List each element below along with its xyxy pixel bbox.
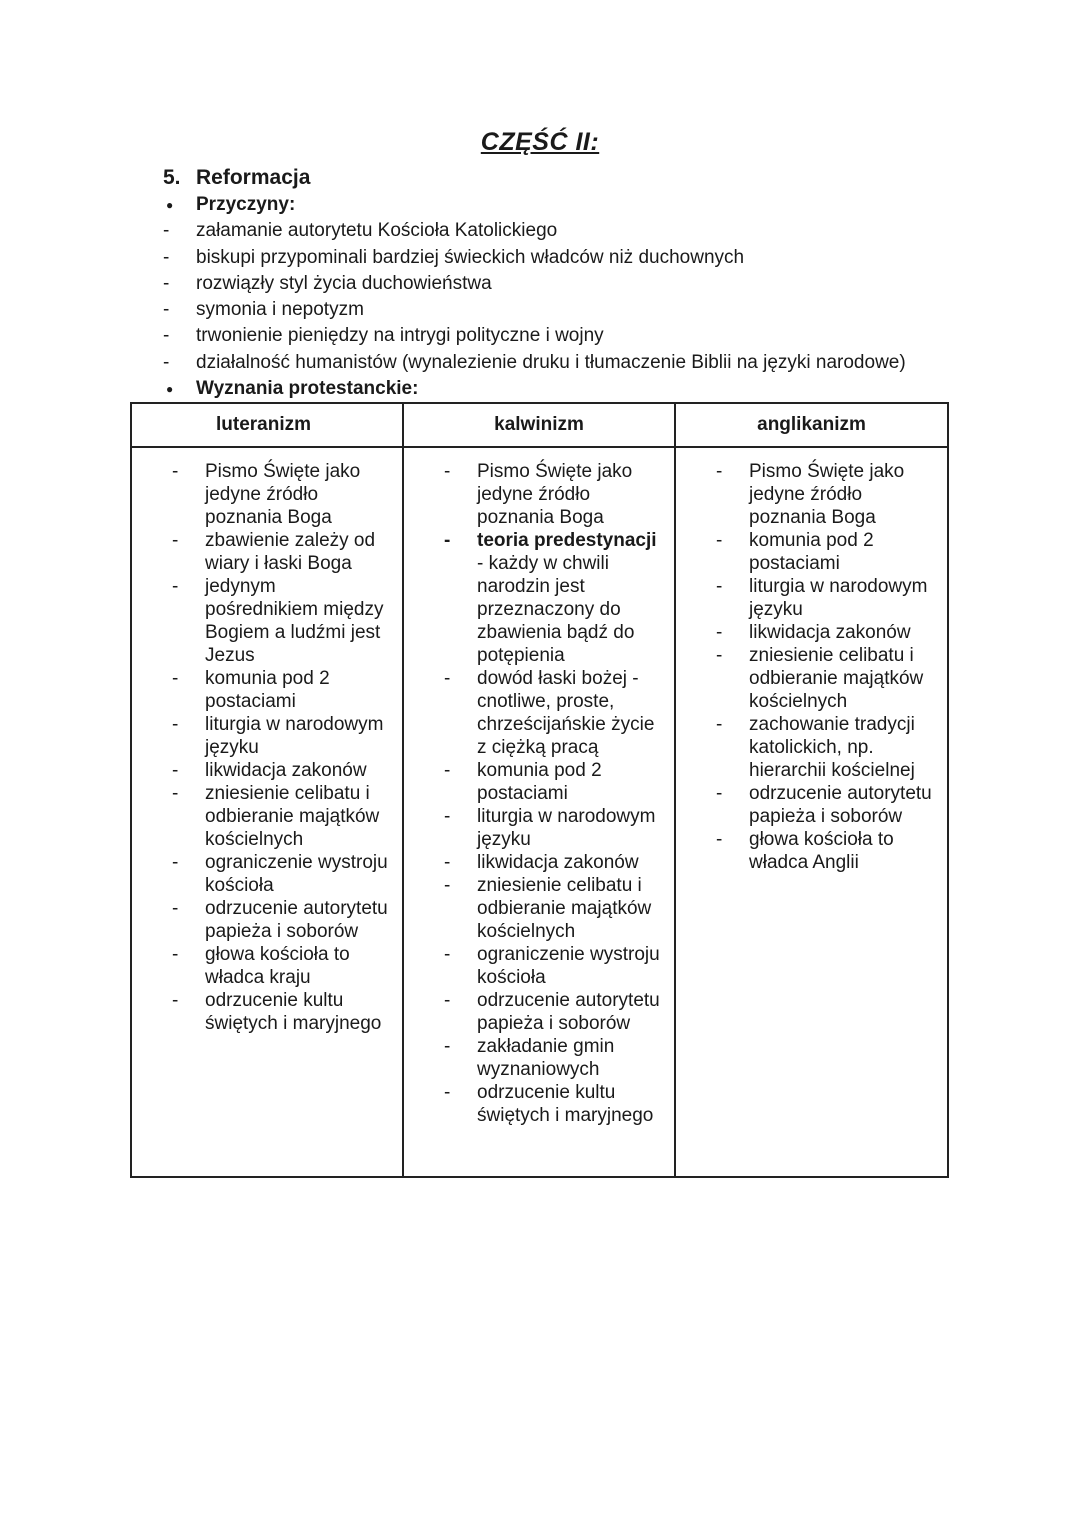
bullet-icon: ● (166, 198, 174, 212)
list-item: - komunia pod 2 postaciami (404, 759, 666, 805)
list-item: - dowód łaski bożej - cnotliwe, proste, chrześcijańskie życie z ciężką pracą (404, 667, 666, 759)
list-item: - liturgia w narodowym języku (676, 575, 939, 621)
causes-heading-row (163, 192, 963, 218)
list-item: - zachowanie tradycji katolickich, np. hierarchii kościelnej (676, 713, 939, 782)
list-item: - liturgia w narodowym języku (132, 713, 394, 759)
list-item: - odrzucenie autorytetu papieża i soborów (404, 989, 666, 1035)
header-anglikanizm: anglikanizm (675, 403, 948, 447)
list-item: - odrzucenie autorytetu papieża i soborów (132, 897, 394, 943)
list-item (163, 350, 963, 376)
confessions-heading-row (163, 376, 963, 402)
dash-icon: - (163, 272, 170, 294)
section-reformacja (163, 164, 963, 402)
section-heading (163, 164, 963, 192)
cause-text: trwonienie pieniędzy na intrygi polityczne i wojny (196, 325, 604, 347)
header-luteranizm: luteranizm (131, 403, 403, 447)
list-item: - odrzucenie kultu świętych i maryjnego (404, 1081, 666, 1127)
list-item (163, 218, 963, 244)
list-item: - ograniczenie wystroju kościoła (404, 943, 666, 989)
list-item: - odrzucenie kultu świętych i maryjnego (132, 989, 394, 1035)
cell-luteranizm (131, 447, 403, 1177)
list-item-predestination (404, 529, 666, 667)
causes-heading: Przyczyny: (196, 194, 296, 215)
bullet-icon: ● (166, 382, 174, 397)
list-item (163, 297, 963, 323)
table-row (131, 447, 948, 1177)
list-item: - zniesienie celibatu i odbieranie majątków kościelnych (132, 782, 394, 851)
list-item: - likwidacja zakonów (404, 851, 666, 874)
section-title: Reformacja (196, 166, 311, 189)
cause-text: symonia i nepotyzm (196, 299, 364, 321)
cell-kalwinizm (403, 447, 675, 1177)
dash-icon: - (163, 220, 170, 242)
list-item: - głowa kościoła to władca kraju (132, 943, 394, 989)
list-item: - Pismo Święte jako jedyne źródło poznania Boga (404, 460, 666, 529)
list-item: - zbawienie zależy od wiary i łaski Boga (132, 529, 394, 575)
cause-text: rozwiązły styl życia duchowieństwa (196, 272, 492, 294)
list-item (163, 271, 963, 297)
list-item: - odrzucenie autorytetu papieża i soborów (676, 782, 939, 828)
list-item: - zakładanie gmin wyznaniowych (404, 1035, 666, 1081)
list-item: - liturgia w narodowym języku (404, 805, 666, 851)
dash-icon: - (163, 351, 170, 373)
dash-icon: - (163, 325, 170, 347)
list-item: - ograniczenie wystroju kościoła (132, 851, 394, 897)
list-item: - likwidacja zakonów (132, 759, 394, 782)
list-item: - głowa kościoła to władca Anglii (676, 828, 939, 874)
list-item (163, 245, 963, 271)
list-item: - komunia pod 2 postaciami (132, 667, 394, 713)
dash-icon: - (163, 299, 170, 321)
cause-text: załamanie autorytetu Kościoła Katolickiego (196, 220, 558, 242)
list-item: - Pismo Święte jako jedyne źródło poznania Boga (676, 460, 939, 529)
section-number: 5. (163, 166, 181, 189)
list-item: - zniesienie celibatu i odbieranie majątków kościelnych (404, 874, 666, 943)
predestination-term: teoria predestynacji (477, 530, 657, 551)
page-title: CZĘŚĆ II: (480, 128, 600, 156)
header-kalwinizm: kalwinizm (403, 403, 675, 447)
list-item: - jedynym pośrednikiem między Bogiem a ludźmi jest Jezus (132, 575, 394, 667)
table-header-row (131, 403, 948, 447)
predestination-desc: - każdy w chwili narodzin jest przeznaczony do zbawienia bądź do potępienia (477, 553, 635, 666)
cause-text: biskupi przypominali bardziej świeckich władców niż duchownych (196, 246, 745, 268)
confessions-heading: Wyznania protestanckie: (196, 378, 419, 400)
list-item: - likwidacja zakonów (676, 621, 939, 644)
list-item: - zniesienie celibatu i odbieranie majątków kościelnych (676, 644, 939, 713)
cell-anglikanizm (675, 447, 948, 1177)
list-item: - komunia pod 2 postaciami (676, 529, 939, 575)
list-item (163, 323, 963, 349)
confessions-table (130, 402, 949, 1178)
cause-text: działalność humanistów (wynalezienie druku i tłumaczenie Biblii na języki narodowe) (196, 351, 906, 373)
dash-icon: - (163, 246, 170, 268)
list-item: - Pismo Święte jako jedyne źródło poznania Boga (132, 460, 394, 529)
